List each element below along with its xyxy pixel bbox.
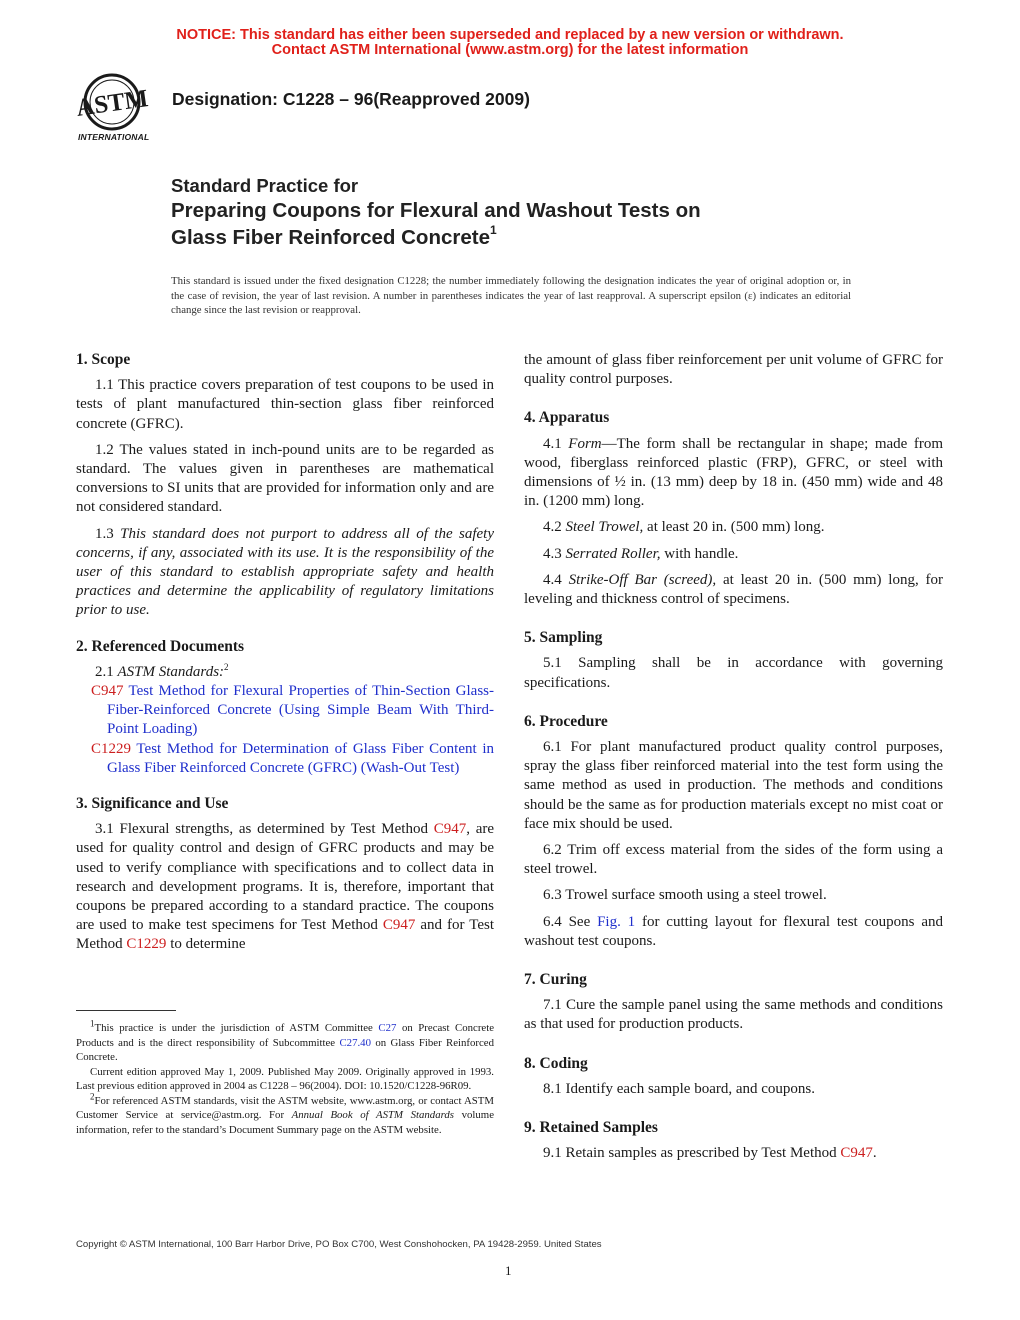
significance-heading: 3. Significance and Use [76, 795, 229, 813]
footnote-divider [76, 1010, 176, 1011]
logo-text: INTERNATIONAL [78, 132, 150, 142]
title-line-2: Preparing Coupons for Flexural and Washout Tests on [171, 199, 701, 222]
title-text-3: Glass Fiber Reinforced Concrete [171, 226, 490, 249]
apparatus-term: Form [568, 435, 602, 452]
ref-item-c947 [76, 682, 494, 740]
coding-8-1: 8.1 Identify each sample board, and coupons. [543, 1080, 815, 1097]
ref-title-link[interactable]: Test Method for Determination of Glass Fiber Content in Glass Fiber Reinforced Concrete (GFRC) (Wash-Out Test) [107, 740, 494, 776]
copyright: Copyright © ASTM International, 100 Barr Harbor Drive, PO Box C700, West Conshohocken, PA 19428-2959. United States [76, 1239, 602, 1250]
apparatus-num: 4.3 [543, 545, 566, 562]
significance-text: to determine [166, 936, 246, 953]
apparatus-term: Serrated Roller, [565, 545, 661, 562]
apparatus-text: at least 20 in. (500 mm) long. [643, 519, 825, 536]
procedure-text: for cutting layout for flexural test coupons and washout test coupons. [524, 913, 943, 949]
apparatus-text: —The form shall be rectangular in shape; made from wood, fiberglass reinforced plastic (FRP), GFRC, or steel with dimensions of ½ in. (13 mm) deep by 18 in. (450 mm) wide and 48 in. (1200 mm) long. [524, 435, 943, 510]
footnote-text: This practice is under the jurisdiction of ASTM Committee [94, 1022, 379, 1034]
c947-link[interactable]: C947 [433, 821, 467, 838]
c27-40-link[interactable]: C27.40 [339, 1036, 371, 1049]
title-line-3 [171, 223, 497, 250]
procedure-6-3: 6.3 Trowel surface smooth using a steel trowel. [543, 887, 827, 904]
referenced-sub-label: ASTM Standards: [117, 663, 225, 680]
referenced-heading: 2. Referenced Documents [76, 637, 245, 655]
footnote-1-edition: Current edition approved May 1, 2009. Published May 2009. Originally approved in 1993. Last previous edition approved in 2004 as C1228 – 96(2004). DOI: 10.1520/C1228-96R09. [76, 1065, 494, 1092]
retained-heading: 9. Retained Samples [524, 1119, 658, 1137]
scope-1-2: 1.2 The values stated in inch-pound units are to be regarded as standard. The values given in parentheses are mathematical conversions to SI units that are provided for information only and are not considered standard. [76, 441, 494, 516]
apparatus-4-4 [524, 571, 943, 609]
apparatus-heading: 4. Apparatus [524, 409, 610, 427]
ref-item-c1229 [76, 740, 494, 778]
curing-7-1: 7.1 Cure the sample panel using the same methods and conditions as that used for production products. [524, 997, 943, 1033]
apparatus-term: Steel Trowel, [565, 519, 644, 536]
coding-heading: 8. Coding [524, 1054, 588, 1072]
footnote-2-mark: 2 [90, 1090, 95, 1101]
footnote-text: on Glass Fiber Reinforced Concrete. [76, 1036, 494, 1063]
curing-heading: 7. Curing [524, 971, 587, 989]
c947-link[interactable]: C947 [840, 1145, 873, 1162]
significance-continued: the amount of glass fiber reinforcement per unit volume of GFRC for quality control purposes. [524, 352, 943, 388]
footnote-text: For referenced ASTM standards, visit the ASTM website, www.astm.org, or contact ASTM Customer Service at service@astm.org. For [76, 1094, 494, 1121]
ref-code-link[interactable]: C1229 [91, 740, 132, 757]
significance-text: , are used for quality control and design of GFRC products and may be used to verify compliance with specifications and to collect data in research and development programs. It is, therefore, important that coupons be prepared according to a standard practice. The coupons are used to make test specimens for Test Method [76, 821, 494, 934]
apparatus-4-1 [524, 435, 943, 512]
footnote-1-mark: 1 [90, 1018, 95, 1029]
apparatus-text: at least 20 in. (500 mm) long, for leveling and thickness control of specimens. [524, 571, 944, 608]
footnote-2 [76, 1090, 494, 1138]
right-column [524, 351, 943, 1164]
ref-code-link[interactable]: C947 [91, 683, 124, 700]
footnote-1 [76, 1018, 494, 1065]
significance-text: and for Test Method [76, 917, 495, 953]
apparatus-4-3 [524, 545, 943, 564]
scope-1-1: 1.1 This practice covers preparation of test coupons to be used in tests of plant manufactured thin-section glass fiber reinforced concrete (GFRC). [76, 377, 494, 432]
scope-heading: 1. Scope [76, 351, 131, 368]
scope-1-3-text: This standard does not purport to address all of the safety concerns, if any, associated with its use. It is the responsibility of the user of this standard to establish appropriate safety and health practices and determine the applicability of regulatory limitations prior to use. [76, 525, 495, 619]
c947-link[interactable]: C947 [382, 917, 416, 934]
footnote-italic: Annual Book of ASTM Standards [291, 1109, 455, 1121]
notice-line-2: Contact ASTM International (www.astm.org) for the latest information [271, 42, 749, 58]
apparatus-num: 4.1 [543, 435, 569, 452]
apparatus-term: Strike-Off Bar (screed), [568, 571, 717, 588]
footnote-text: on Precast Concrete Products and is the direct responsibility of Subcommittee [76, 1022, 494, 1049]
notice-line-1: NOTICE: This standard has either been superseded and replaced by a new version or withdrawn. [176, 27, 844, 43]
retained-text: 9.1 Retain samples as prescribed by Test Method [543, 1145, 841, 1162]
c27-link[interactable]: C27 [378, 1022, 397, 1034]
title-footnote-mark: 1 [489, 223, 497, 238]
page-number: 1 [505, 1263, 512, 1278]
astm-logo-mark: ASTM [74, 85, 150, 122]
retained-text: . [872, 1145, 877, 1162]
apparatus-4-2 [524, 518, 943, 537]
significance-3-1 [76, 820, 494, 954]
apparatus-num: 4.4 [543, 571, 569, 588]
retained-9-1 [524, 1144, 943, 1163]
referenced-sub-num: 2.1 [95, 663, 118, 680]
fig-1-link[interactable]: Fig. 1 [597, 913, 636, 930]
scope-1-3-num: 1.3 [95, 525, 121, 542]
procedure-6-2: 6.2 Trim off excess material from the sides of the form using a steel trowel. [524, 842, 943, 878]
referenced-2-1 [76, 663, 494, 682]
apparatus-num: 4.2 [543, 519, 566, 536]
procedure-6-4 [524, 913, 943, 951]
procedure-heading: 6. Procedure [524, 712, 608, 730]
designation: Designation: C1228 – 96(Reapproved 2009) [172, 89, 530, 109]
footnote-text: volume information, refer to the standard’s Document Summary page on the ASTM website. [76, 1109, 494, 1136]
procedure-6-1: 6.1 For plant manufactured product quality control purposes, spray the glass fiber reinforced material into the test form using the same method as used in production. The methods and conditions should be the same as for production materials except no mist coat or face mix should be used. [524, 739, 943, 832]
sampling-5-1: 5.1 Sampling shall be in accordance with governing specifications. [524, 655, 943, 691]
procedure-text: 6.4 See [543, 913, 598, 930]
apparatus-text: with handle. [660, 545, 739, 562]
referenced-sub-sup: 2 [224, 661, 229, 672]
significance-text: 3.1 Flexural strengths, as determined by Test Method [95, 821, 434, 838]
c1229-link[interactable]: C1229 [126, 936, 167, 953]
astm-logo [74, 72, 164, 144]
left-column [76, 350, 494, 955]
scope-1-3 [76, 525, 494, 621]
sampling-heading: 5. Sampling [524, 629, 603, 647]
ref-title-link[interactable]: Test Method for Flexural Properties of Thin-Section Glass-Fiber-Reinforced Concrete (Using Simple Beam With Third-Point Loading) [107, 683, 494, 738]
issued-statement: This standard is issued under the fixed designation C1228; the number immediately following the designation indicates the year of original adoption or, in the case of revision, the year of last revision. A number in parentheses indicates the year of last reapproval. A superscript epsilon (ε) indicates an editorial change since the last revision or reapproval. [171, 275, 851, 316]
title-line-1: Standard Practice for [171, 175, 359, 196]
footnotes [76, 1018, 494, 1137]
